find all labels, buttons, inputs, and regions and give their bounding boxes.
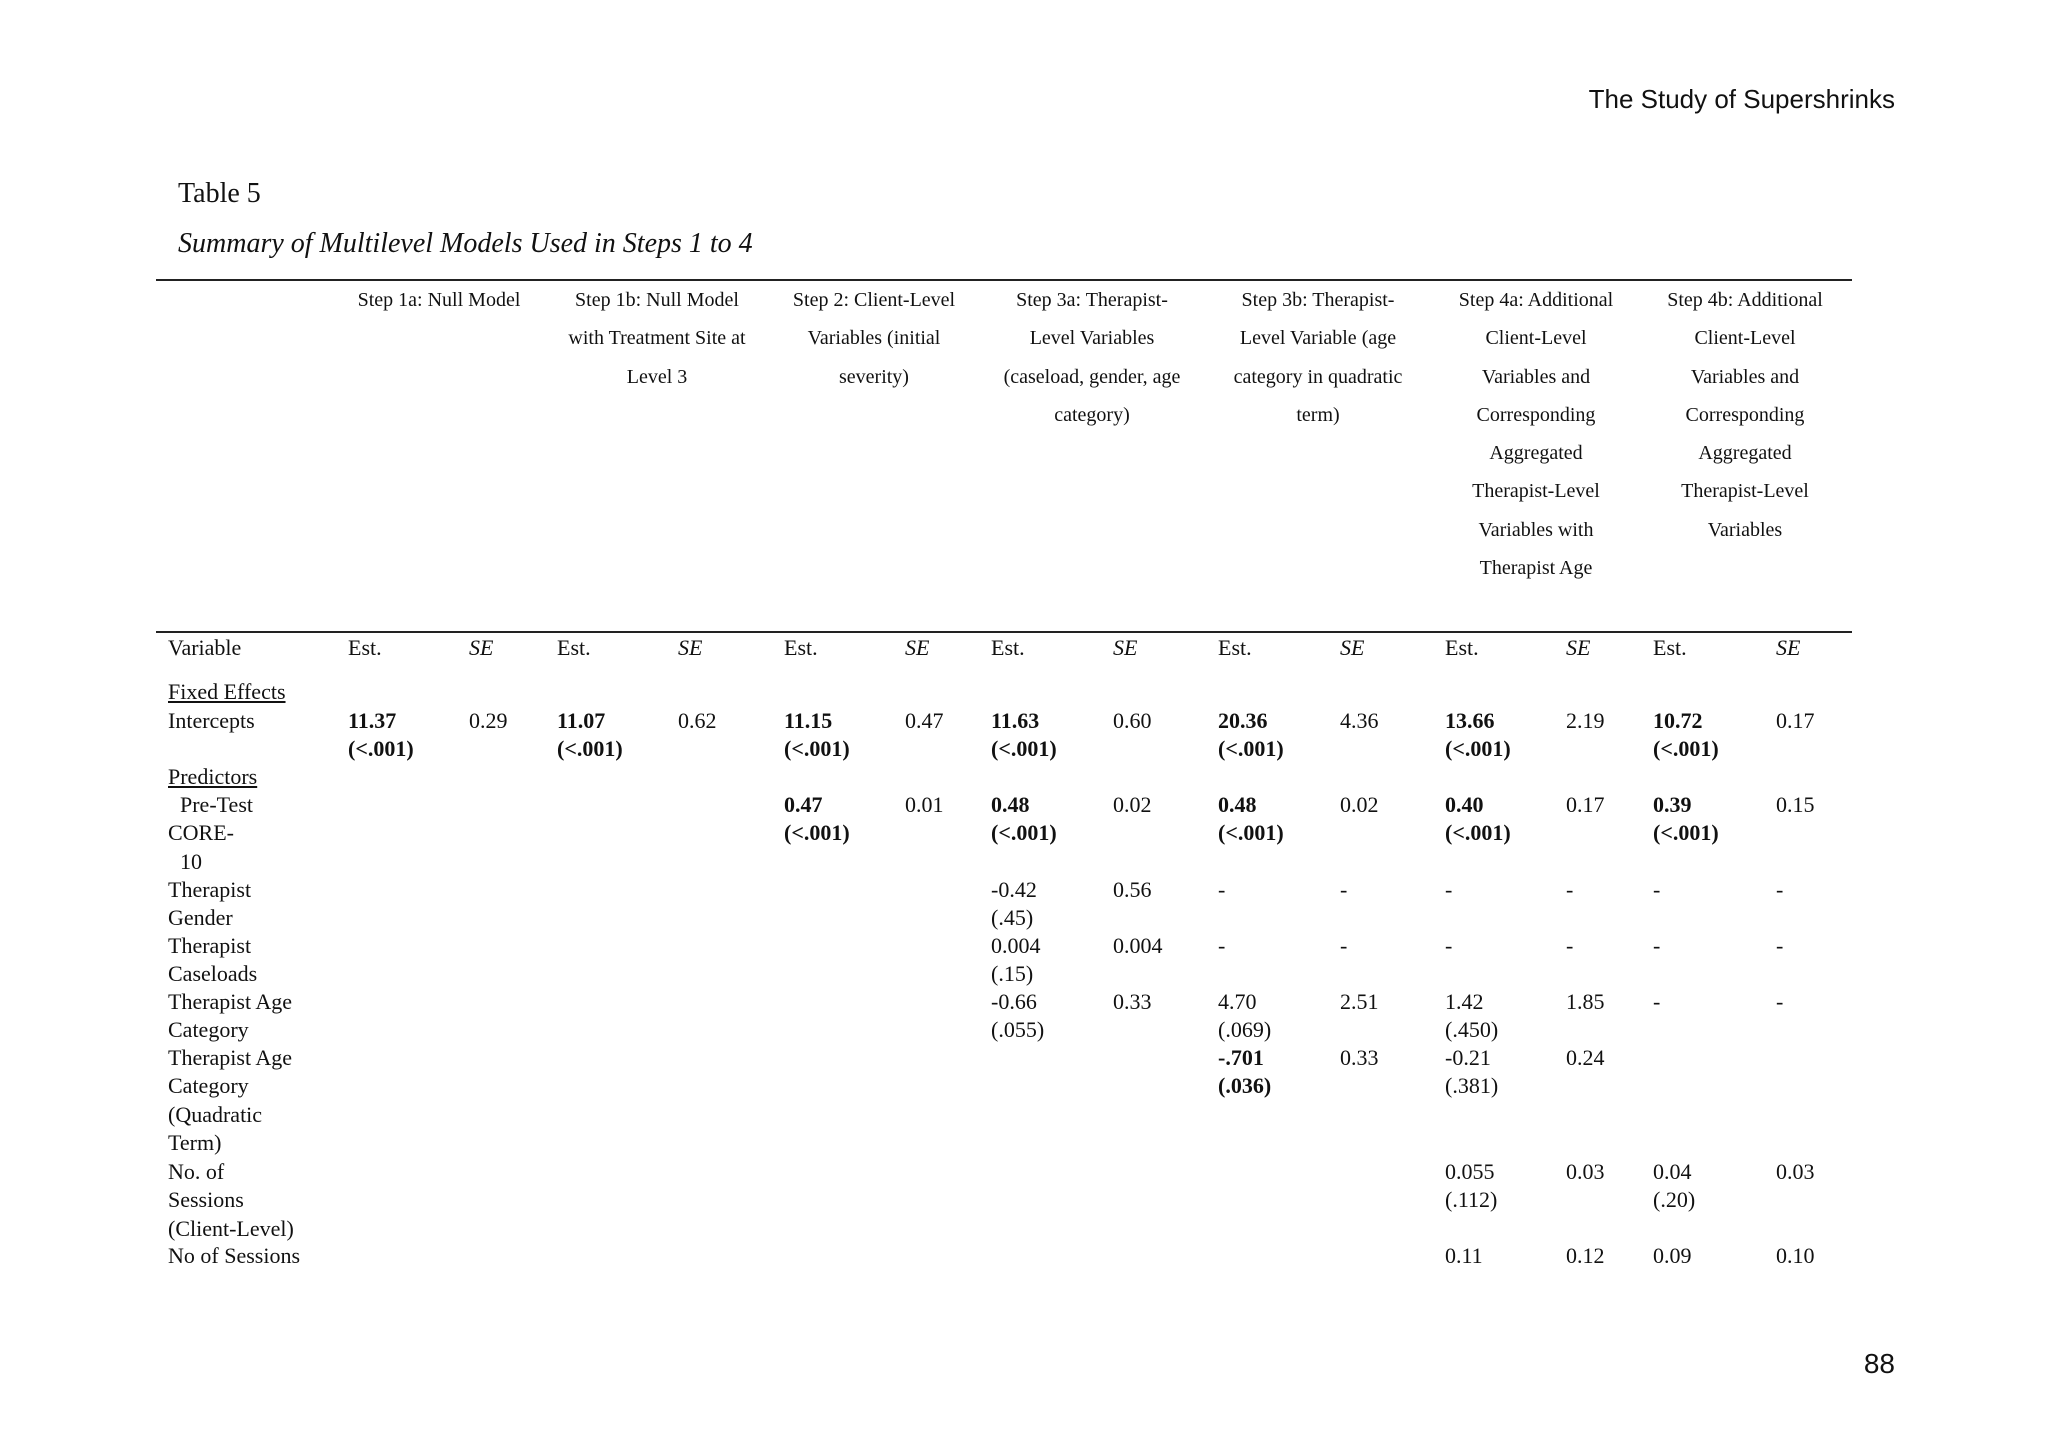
estimate-value: 0.004 [991,933,1041,958]
row-label: Caseloads [168,961,258,987]
step-header-line: Aggregated [1489,442,1583,465]
estimate-value: -0.66 [991,989,1037,1014]
standard-error-value: 0.60 [1113,708,1152,733]
row-label: Category [168,1017,249,1043]
standard-error-value: - [1566,933,1574,958]
estimate-value: 0.40 [1445,792,1484,817]
standard-error-value: 0.15 [1776,792,1815,817]
step-header-line: Variables with [1478,518,1594,541]
estimate-value: (<.001) [991,736,1057,762]
step-header-line: Level 3 [626,365,688,388]
step-header-line: Variables and [1481,365,1591,388]
step-header [547,281,767,396]
estimate-value: - [1445,933,1453,958]
standard-error-value: - [1776,877,1784,902]
row-label: Therapist [168,933,252,958]
step-header-line: Variables [1707,518,1783,541]
standard-error-value: 2.19 [1566,708,1605,733]
step-header [1208,281,1428,434]
table-header-rule [156,631,1852,633]
column-header-se: SE [905,635,930,660]
estimate-value: (<.001) [784,736,850,762]
step-header [1426,281,1646,587]
estimate-value: 0.48 [1218,792,1257,817]
step-header-line: Variables and [1690,365,1800,388]
step-header-line: Step 4b: Additional [1667,289,1823,311]
row-label: Therapist Age [168,989,293,1014]
estimate-value: 0.11 [1445,1243,1483,1268]
step-header-line: category in quadratic [1233,365,1403,388]
page-number: 88 [1863,1348,1895,1379]
estimate-value: - [1218,933,1226,958]
standard-error-value: 1.85 [1566,989,1605,1014]
estimate-value: (.036) [1218,1073,1272,1099]
column-header-se: SE [1776,635,1801,660]
standard-error-value: 0.10 [1776,1243,1815,1268]
standard-error-value: - [1776,989,1784,1014]
row-label: No. of [168,1159,225,1184]
column-header-est: Est. [557,635,591,660]
estimate-value: - [1653,877,1661,902]
row-label: (Client-Level) [168,1215,294,1241]
standard-error-value: - [1566,877,1574,902]
row-label: CORE- [168,820,234,846]
column-header-variable: Variable [168,635,242,660]
standard-error-value: 0.47 [905,708,944,733]
row-label: 10 [180,848,202,874]
estimate-value: -0.21 [1445,1045,1491,1070]
standard-error-value: 0.02 [1340,792,1379,817]
column-header-se: SE [1113,635,1138,660]
estimate-value: (.112) [1445,1187,1498,1213]
step-header-line: Step 4a: Additional [1458,289,1614,311]
step-header [982,281,1202,434]
step-header-line: Corresponding [1476,403,1596,426]
estimate-value: 0.48 [991,792,1030,817]
standard-error-value: 0.03 [1566,1159,1605,1184]
estimate-value: 0.39 [1653,792,1692,817]
standard-error-value: - [1776,933,1784,958]
estimate-value: 11.07 [557,708,606,733]
estimate-value: 0.09 [1653,1243,1692,1268]
estimate-value: - [1218,877,1226,902]
row-label: Therapist [168,877,252,902]
step-header-line: Step 1b: Null Model [575,289,739,311]
estimate-value: (<.001) [1218,820,1284,846]
estimate-value: (.45) [991,905,1034,931]
step-header-line: Client-Level [1694,327,1796,350]
estimate-value: 20.36 [1218,708,1268,733]
estimate-value: (<.001) [1445,820,1511,846]
standard-error-value: 0.24 [1566,1045,1605,1070]
standard-error-value: 0.62 [678,708,717,733]
standard-error-value: - [1340,877,1348,902]
row-label: Category [168,1073,249,1099]
column-header-est: Est. [1653,635,1687,660]
estimate-value: (.450) [1445,1017,1499,1043]
step-header-line: Corresponding [1685,403,1805,426]
step-header-line: severity) [839,365,909,388]
standard-error-value: 0.33 [1113,989,1152,1014]
step-header-line: Level Variables [1029,327,1155,350]
row-label: Gender [168,905,233,931]
estimate-value: (.20) [1653,1187,1696,1213]
step-header [329,281,549,319]
estimate-value: 11.15 [784,708,833,733]
estimate-value: (<.001) [348,736,414,762]
estimate-value: 0.47 [784,792,823,817]
standard-error-value: 0.17 [1776,708,1815,733]
estimate-value: (.15) [991,961,1034,987]
estimate-value: 4.70 [1218,989,1257,1014]
step-header-line: Step 3b: Therapist- [1241,289,1395,311]
step-header-line: Therapist-Level [1681,480,1809,503]
column-header-est: Est. [991,635,1025,660]
estimate-value: - [1445,877,1453,902]
column-header-se: SE [1340,635,1365,660]
standard-error-value: 2.51 [1340,989,1379,1014]
estimate-value: 11.63 [991,708,1040,733]
standard-error-value: 0.03 [1776,1159,1815,1184]
estimate-value: (.055) [991,1017,1045,1043]
estimate-value: - [1653,989,1661,1014]
standard-error-value: 0.02 [1113,792,1152,817]
estimate-value: 0.055 [1445,1159,1495,1184]
step-header-line: Step 1a: Null Model [357,289,521,311]
estimate-value: 0.04 [1653,1159,1692,1184]
estimate-value: (<.001) [1653,820,1719,846]
section-predictors: Predictors [168,764,258,789]
step-header-line: Client-Level [1485,327,1587,350]
estimate-value: -0.42 [991,877,1037,902]
step-header-line: Step 2: Client-Level [792,289,956,311]
standard-error-value: 0.01 [905,792,944,817]
estimate-value: (<.001) [557,736,623,762]
step-header-line: term) [1296,403,1340,426]
row-label: Pre-Test [180,792,253,817]
running-head: The Study of Supershrinks [1588,84,1895,114]
standard-error-value: 0.29 [469,708,508,733]
standard-error-value: 0.17 [1566,792,1605,817]
standard-error-value: 4.36 [1340,708,1379,733]
column-header-est: Est. [1445,635,1479,660]
estimate-value: - [1653,933,1661,958]
section-fixed-effects: Fixed Effects [168,679,286,704]
column-header-se: SE [678,635,703,660]
estimate-value: (<.001) [991,820,1057,846]
estimate-value: 13.66 [1445,708,1495,733]
step-header-line: Aggregated [1698,442,1792,465]
estimate-value: 10.72 [1653,708,1703,733]
step-header [1635,281,1855,549]
table-label: Table 5 [178,178,261,209]
estimate-value: -.701 [1218,1045,1264,1070]
standard-error-value: 0.12 [1566,1243,1605,1268]
step-header-line: Step 3a: Therapist- [1016,289,1168,311]
standard-error-value: 0.56 [1113,877,1152,902]
column-header-est: Est. [784,635,818,660]
estimate-value: (.381) [1445,1073,1499,1099]
estimate-value: (<.001) [784,820,850,846]
row-label: Term) [168,1130,222,1156]
step-header-line: Variables (initial [807,327,941,350]
estimate-value: 1.42 [1445,989,1484,1014]
estimate-value: (<.001) [1445,736,1511,762]
column-header-est: Est. [348,635,382,660]
table-caption: Summary of Multilevel Models Used in Steps 1 to 4 [178,228,753,259]
column-header-se: SE [469,635,494,660]
step-header-line: category) [1054,403,1130,426]
row-label: No of Sessions [168,1243,301,1268]
step-header-line: with Treatment Site at [568,327,746,350]
standard-error-value: - [1340,933,1348,958]
estimate-value: (.069) [1218,1017,1272,1043]
step-header-line: Therapist-Level [1472,480,1600,503]
standard-error-value: 0.33 [1340,1045,1379,1070]
row-label: (Quadratic [168,1101,263,1127]
step-header-line: Level Variable (age [1239,327,1397,350]
column-header-se: SE [1566,635,1591,660]
column-header-est: Est. [1218,635,1252,660]
step-header-line: (caseload, gender, age [1003,365,1181,388]
estimate-value: 11.37 [348,708,397,733]
row-label: Sessions [168,1187,244,1213]
step-header [764,281,984,396]
row-label: Intercepts [168,708,255,733]
row-label: Therapist Age [168,1045,293,1070]
estimate-value: (<.001) [1218,736,1284,762]
estimate-value: (<.001) [1653,736,1719,762]
step-header-line: Therapist Age [1479,557,1593,580]
standard-error-value: 0.004 [1113,933,1163,958]
